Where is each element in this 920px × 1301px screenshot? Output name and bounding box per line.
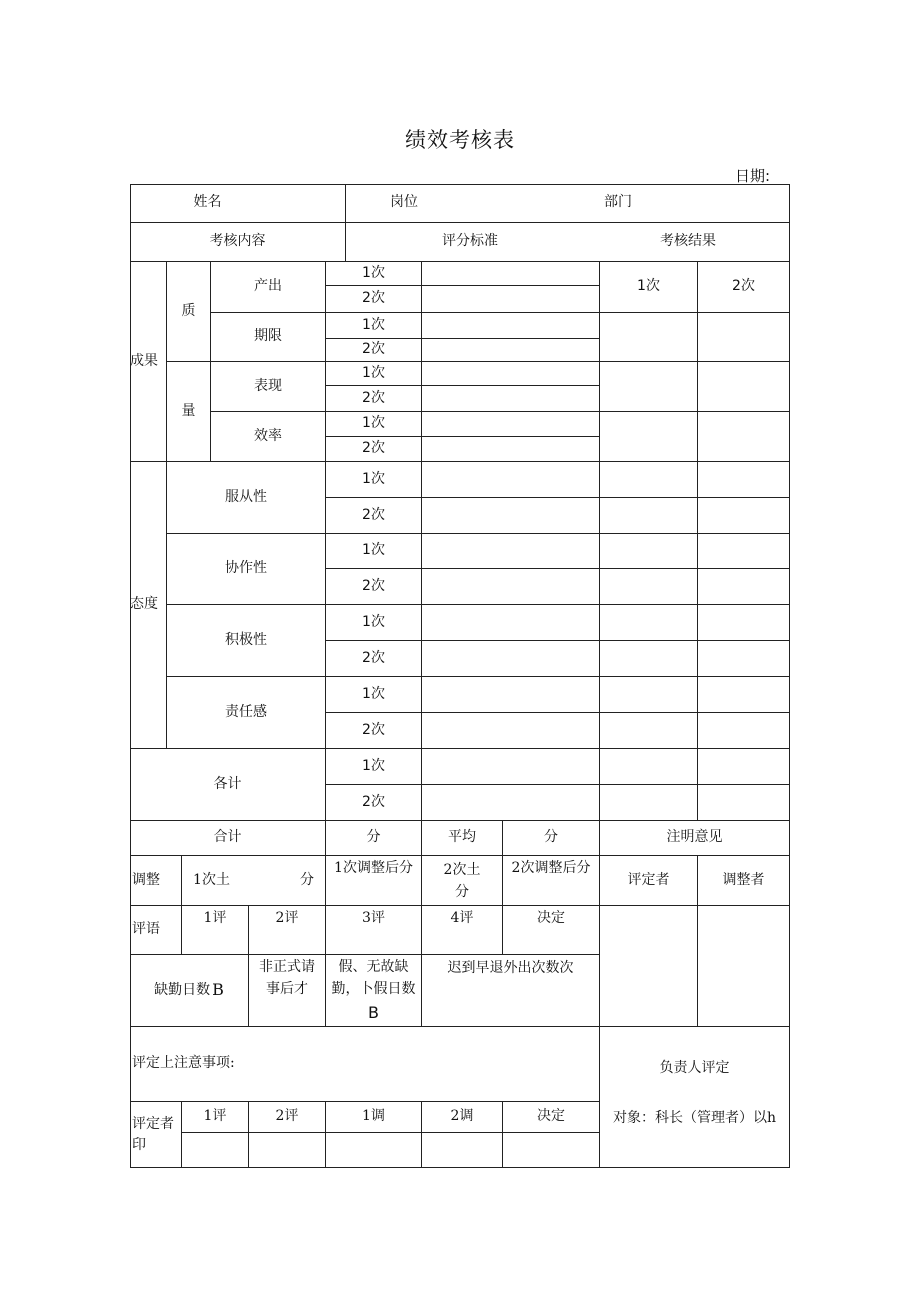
notice-cell[interactable]: 评定上注意事项: — [130, 1027, 600, 1102]
time-1-label: 1次 — [326, 262, 422, 286]
result-cell[interactable] — [698, 677, 790, 713]
absence-days-code: B — [212, 980, 224, 1000]
time-1-label: 1次 — [326, 534, 422, 569]
adjust-2-line2: 分 — [455, 883, 469, 900]
criteria-cell[interactable] — [422, 605, 600, 641]
adjust-2-cell[interactable] — [422, 856, 503, 906]
result-cell[interactable] — [600, 534, 698, 569]
criteria-header: 评分标准 — [442, 233, 498, 250]
time-2-label: 2次 — [326, 713, 422, 749]
adjust-1-cell[interactable] — [182, 856, 326, 906]
criteria-result-header — [346, 223, 790, 262]
result-cell[interactable] — [698, 498, 790, 534]
criteria-cell[interactable] — [422, 749, 600, 785]
result-cell[interactable] — [698, 605, 790, 641]
rating-1[interactable]: 1评 — [182, 906, 249, 955]
time-2-label: 2次 — [326, 569, 422, 605]
stamp-adjust-2: 2调 — [422, 1102, 503, 1133]
average-score-unit: 分 — [503, 821, 600, 856]
obedience-label: 服从性 — [167, 462, 326, 534]
criteria-cell[interactable] — [422, 785, 600, 821]
criteria-cell[interactable] — [422, 313, 600, 339]
time-2-label: 2次 — [326, 785, 422, 821]
adjuster-label: 调整者 — [698, 856, 790, 906]
result-cell[interactable] — [600, 412, 698, 462]
position-label: 岗位 — [390, 194, 418, 211]
rating-4[interactable]: 4评 — [422, 906, 503, 955]
rater-signature-cell[interactable] — [600, 906, 698, 1027]
leave-cell[interactable] — [326, 955, 422, 1027]
performance-label: 表现 — [211, 362, 326, 412]
criteria-cell[interactable] — [422, 498, 600, 534]
remarks-label: 评语 — [130, 906, 182, 955]
rating-2[interactable]: 2评 — [249, 906, 326, 955]
absence-days-label: 缺勤日数 — [154, 981, 211, 998]
subtotal-label: 各计 — [130, 749, 326, 821]
time-2-label: 2次 — [326, 386, 422, 412]
criteria-cell[interactable] — [422, 713, 600, 749]
total-label: 合计 — [130, 821, 326, 856]
owner-evaluation-cell[interactable] — [600, 1027, 790, 1168]
adjust-2-line1: 2次土 — [443, 861, 481, 878]
time-1-label: 1次 — [326, 313, 422, 339]
result-cell[interactable] — [698, 713, 790, 749]
criteria-cell[interactable] — [422, 362, 600, 386]
criteria-cell[interactable] — [422, 262, 600, 286]
page-title: 绩效考核表 — [405, 128, 515, 152]
cooperation-label: 协作性 — [167, 534, 326, 605]
time-1-label: 1次 — [326, 462, 422, 498]
result-cell[interactable] — [600, 605, 698, 641]
time-2-label: 2次 — [326, 498, 422, 534]
time-1-label: 1次 — [326, 749, 422, 785]
adjust-1-after[interactable]: 1次调整后分 — [326, 856, 422, 906]
criteria-cell[interactable] — [422, 437, 600, 462]
time-2-label: 2次 — [326, 339, 422, 362]
result-cell[interactable] — [600, 313, 698, 362]
stamp-box[interactable] — [249, 1133, 326, 1168]
result-time-2-header: 2次 — [698, 262, 790, 313]
stamp-adjust-1: 1调 — [326, 1102, 422, 1133]
result-cell[interactable] — [698, 785, 790, 821]
results-group-label: 成果 — [130, 262, 167, 462]
adjust-2-after[interactable]: 2次调整后分 — [503, 856, 600, 906]
adjust-1-suffix: 分 — [299, 871, 314, 888]
stamp-box[interactable] — [503, 1133, 600, 1168]
department-label: 部门 — [604, 194, 632, 211]
rater-label: 评定者 — [600, 856, 698, 906]
stamp-box[interactable] — [326, 1133, 422, 1168]
result-cell[interactable] — [600, 462, 698, 498]
adjust-1-prefix: 1次土 — [193, 871, 230, 888]
result-cell[interactable] — [600, 641, 698, 677]
leave-code: B — [368, 1002, 379, 1022]
result-cell[interactable] — [600, 569, 698, 605]
quantity-label: 量 — [167, 362, 211, 462]
time-1-label: 1次 — [326, 412, 422, 437]
criteria-cell[interactable] — [422, 569, 600, 605]
result-cell[interactable] — [600, 749, 698, 785]
efficiency-label: 效率 — [211, 412, 326, 462]
date-label: 日期: — [734, 167, 770, 185]
responsibility-label: 责任感 — [167, 677, 326, 749]
criteria-cell[interactable] — [422, 286, 600, 313]
time-2-label: 2次 — [326, 437, 422, 462]
criteria-cell[interactable] — [422, 386, 600, 412]
result-cell[interactable] — [698, 749, 790, 785]
stamp-label: 评定者印 — [130, 1102, 182, 1168]
absence-days-cell[interactable] — [130, 955, 249, 1027]
initiative-label: 积极性 — [167, 605, 326, 677]
result-header: 考核结果 — [660, 233, 716, 250]
notes-label: 注明意见 — [600, 821, 790, 856]
time-2-label: 2次 — [326, 286, 422, 313]
result-cell[interactable] — [698, 362, 790, 412]
criteria-cell[interactable] — [422, 462, 600, 498]
adjust-label: 调整 — [130, 856, 182, 906]
stamp-box[interactable] — [422, 1133, 503, 1168]
name-label: 姓名 — [130, 184, 346, 223]
result-time-1-header: 1次 — [600, 262, 698, 313]
result-cell[interactable] — [698, 462, 790, 498]
deadline-label: 期限 — [211, 313, 326, 362]
owner-eval-label: 负责人评定 — [659, 1060, 730, 1076]
criteria-cell[interactable] — [422, 534, 600, 569]
result-cell[interactable] — [698, 313, 790, 362]
average-label: 平均 — [422, 821, 503, 856]
result-cell[interactable] — [600, 498, 698, 534]
criteria-cell[interactable] — [422, 677, 600, 713]
target-note: 对象：科长（管理者）以h — [612, 1109, 777, 1126]
criteria-cell[interactable] — [422, 412, 600, 437]
rating-3[interactable]: 3评 — [326, 906, 422, 955]
criteria-cell[interactable] — [422, 641, 600, 677]
time-1-label: 1次 — [326, 605, 422, 641]
adjuster-signature-cell[interactable] — [698, 906, 790, 1027]
result-cell[interactable] — [698, 641, 790, 677]
result-cell[interactable] — [698, 534, 790, 569]
time-1-label: 1次 — [326, 362, 422, 386]
result-cell[interactable] — [600, 713, 698, 749]
total-score-unit: 分 — [326, 821, 422, 856]
result-cell[interactable] — [600, 785, 698, 821]
quality-label: 质 — [167, 262, 211, 362]
result-cell[interactable] — [600, 362, 698, 412]
content-header: 考核内容 — [130, 223, 346, 262]
rating-decision[interactable]: 决定 — [503, 906, 600, 955]
stamp-rating-1: 1评 — [182, 1102, 249, 1133]
result-cell[interactable] — [698, 569, 790, 605]
stamp-decision: 决定 — [503, 1102, 600, 1133]
late-early-cell[interactable]: 迟到早退外出次数次 — [422, 955, 600, 1027]
result-cell[interactable] — [600, 677, 698, 713]
position-department-cell — [346, 184, 790, 223]
informal-leave-cell[interactable]: 非正式请事后才 — [249, 955, 326, 1027]
leave-text: 假、无故缺勤，卜假日数 — [331, 959, 416, 998]
output-label: 产出 — [211, 262, 326, 313]
time-1-label: 1次 — [326, 677, 422, 713]
attitude-group-label: 态度 — [130, 462, 167, 749]
criteria-cell[interactable] — [422, 339, 600, 362]
result-cell[interactable] — [698, 412, 790, 462]
stamp-rating-2: 2评 — [249, 1102, 326, 1133]
stamp-box[interactable] — [182, 1133, 249, 1168]
time-2-label: 2次 — [326, 641, 422, 677]
